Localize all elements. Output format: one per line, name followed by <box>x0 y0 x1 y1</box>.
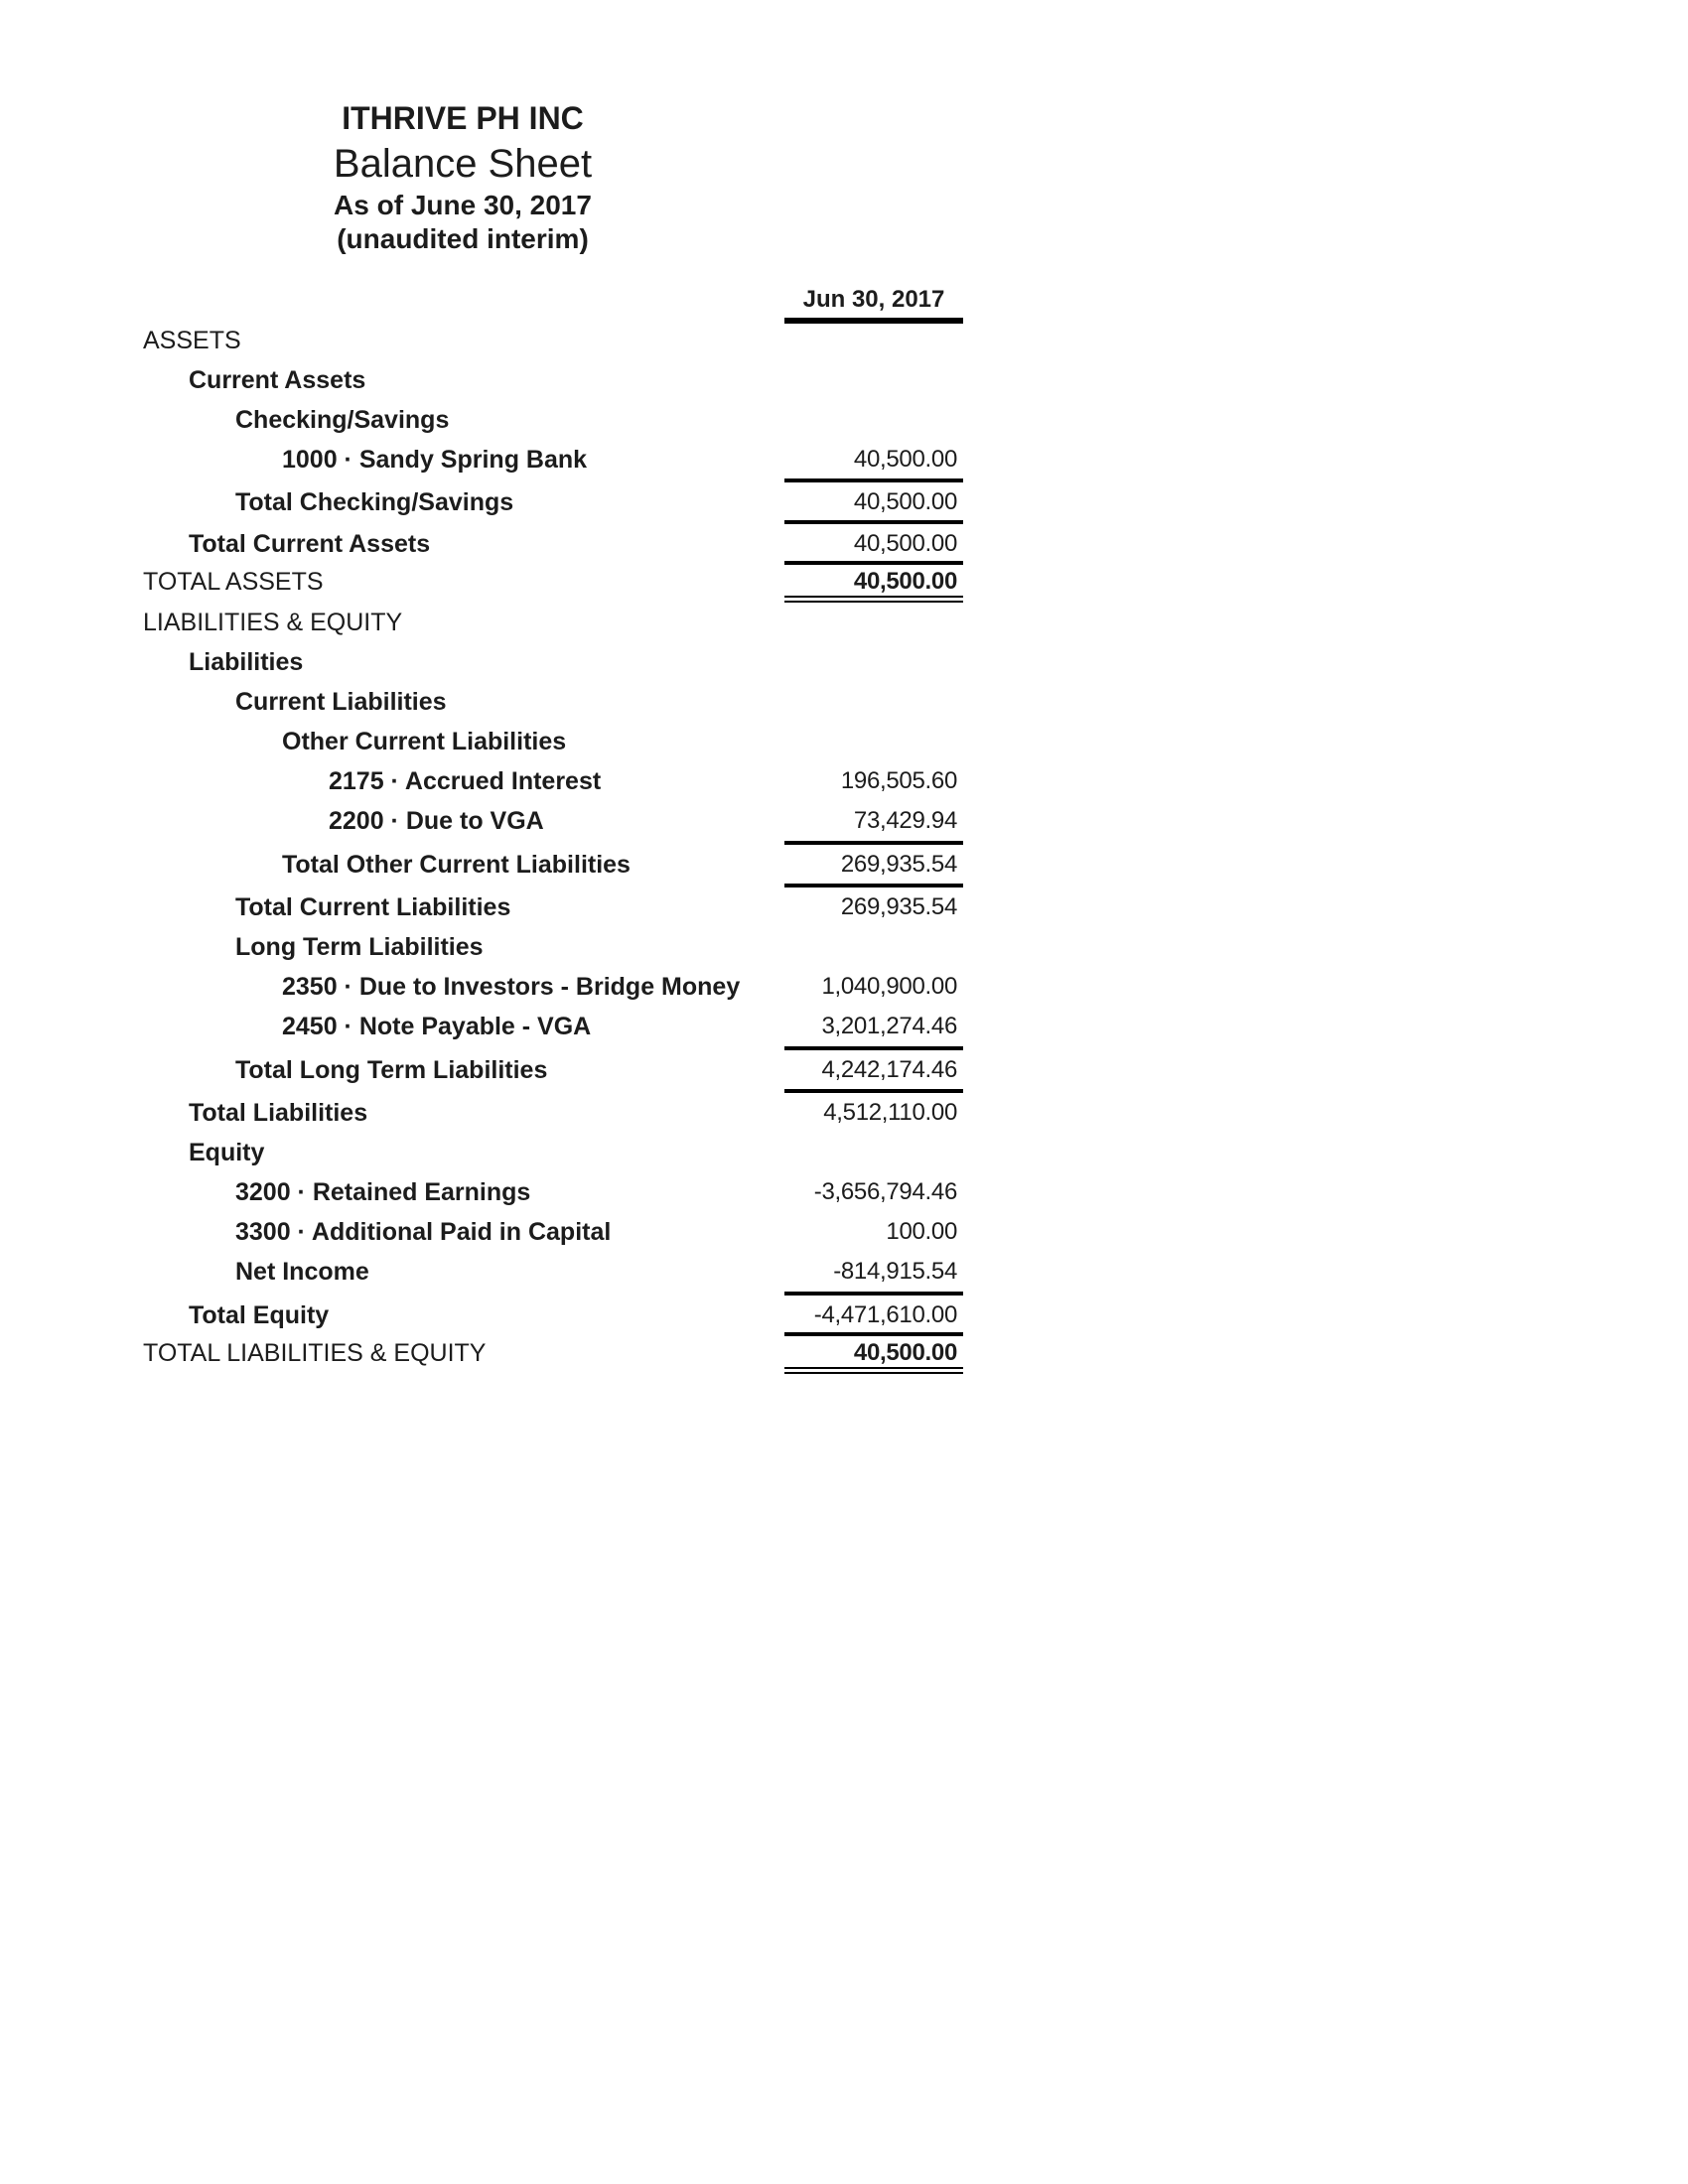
row-label: 2200 · Due to VGA <box>329 807 544 835</box>
row-label: LIABILITIES & EQUITY <box>143 609 403 636</box>
row-label: Total Other Current Liabilities <box>282 851 631 879</box>
group-current-assets <box>0 360 1688 400</box>
row-amount: 100.00 <box>886 1218 957 1245</box>
row-label: Liabilities <box>189 648 304 676</box>
total-row <box>0 887 1688 927</box>
group-equity <box>0 1133 1688 1172</box>
row-amount: 1,040,900.00 <box>821 973 957 1000</box>
row-label: 1000 · Sandy Spring Bank <box>282 446 588 474</box>
row-label: 2175 · Accrued Interest <box>329 767 602 795</box>
row-label: Total Current Liabilities <box>235 893 511 921</box>
row-amount: 73,429.94 <box>853 807 957 834</box>
group-current-liabilities <box>0 682 1688 722</box>
row-amount: 4,242,174.46 <box>821 1056 957 1083</box>
row-label: Total Long Term Liabilities <box>235 1056 548 1084</box>
row-label: TOTAL ASSETS <box>143 568 324 596</box>
row-amount: 40,500.00 <box>853 446 957 473</box>
row-amount: 4,512,110.00 <box>823 1099 957 1126</box>
account-row <box>0 1007 1688 1046</box>
total-row <box>0 1296 1688 1335</box>
row-label: ASSETS <box>143 327 241 354</box>
row-label: Current Assets <box>189 366 366 394</box>
row-label: Net Income <box>235 1258 369 1286</box>
row-amount: 40,500.00 <box>853 488 957 515</box>
account-row <box>0 801 1688 841</box>
report-title: Balance Sheet <box>333 142 593 186</box>
account-row <box>0 440 1688 479</box>
total-row <box>0 524 1688 564</box>
report-note: (unaudited interim) <box>337 223 589 254</box>
report-date: As of June 30, 2017 <box>334 190 592 220</box>
row-label: Total Equity <box>189 1301 330 1329</box>
account-row <box>0 1252 1688 1292</box>
section-assets <box>0 321 1688 360</box>
row-label: 2450 · Note Payable - VGA <box>282 1013 592 1040</box>
total-double-rule <box>784 1367 963 1374</box>
row-label: Total Current Assets <box>189 530 431 558</box>
row-amount: 3,201,274.46 <box>821 1013 957 1039</box>
row-label: Long Term Liabilities <box>235 933 484 961</box>
row-amount: 269,935.54 <box>840 851 957 878</box>
row-amount: -3,656,794.46 <box>813 1178 957 1205</box>
group-checking-savings <box>0 400 1688 440</box>
total-row <box>0 482 1688 522</box>
row-label: Total Liabilities <box>189 1099 368 1127</box>
column-header: Jun 30, 2017 <box>784 282 963 324</box>
company-name: ITHRIVE PH INC <box>342 100 584 136</box>
row-label: Checking/Savings <box>235 406 450 434</box>
account-row <box>0 761 1688 801</box>
row-label: Equity <box>189 1139 265 1166</box>
total-row <box>0 1050 1688 1090</box>
row-label: 3200 · Retained Earnings <box>235 1178 531 1206</box>
section-liabilities-equity <box>0 603 1688 642</box>
row-label: Total Checking/Savings <box>235 488 514 516</box>
row-amount: 40,500.00 <box>853 568 957 595</box>
row-amount: 40,500.00 <box>853 1339 957 1366</box>
group-other-current-liabilities <box>0 722 1688 761</box>
group-liabilities <box>0 642 1688 682</box>
row-label: 2350 · Due to Investors - Bridge Money <box>282 973 741 1001</box>
report-header <box>242 97 683 256</box>
account-row <box>0 1212 1688 1252</box>
row-amount: 196,505.60 <box>840 767 957 794</box>
total-row <box>0 1093 1688 1133</box>
row-label: 3300 · Additional Paid in Capital <box>235 1218 612 1246</box>
group-long-term-liabilities <box>0 927 1688 967</box>
total-double-rule <box>784 596 963 603</box>
total-row <box>0 845 1688 885</box>
row-amount: 269,935.54 <box>840 893 957 920</box>
row-amount: -4,471,610.00 <box>813 1301 957 1328</box>
row-amount: 40,500.00 <box>853 530 957 557</box>
row-label: Other Current Liabilities <box>282 728 567 755</box>
row-label: TOTAL LIABILITIES & EQUITY <box>143 1339 487 1367</box>
account-row <box>0 967 1688 1007</box>
row-label: Current Liabilities <box>235 688 447 716</box>
row-amount: -814,915.54 <box>833 1258 957 1285</box>
account-row <box>0 1172 1688 1212</box>
